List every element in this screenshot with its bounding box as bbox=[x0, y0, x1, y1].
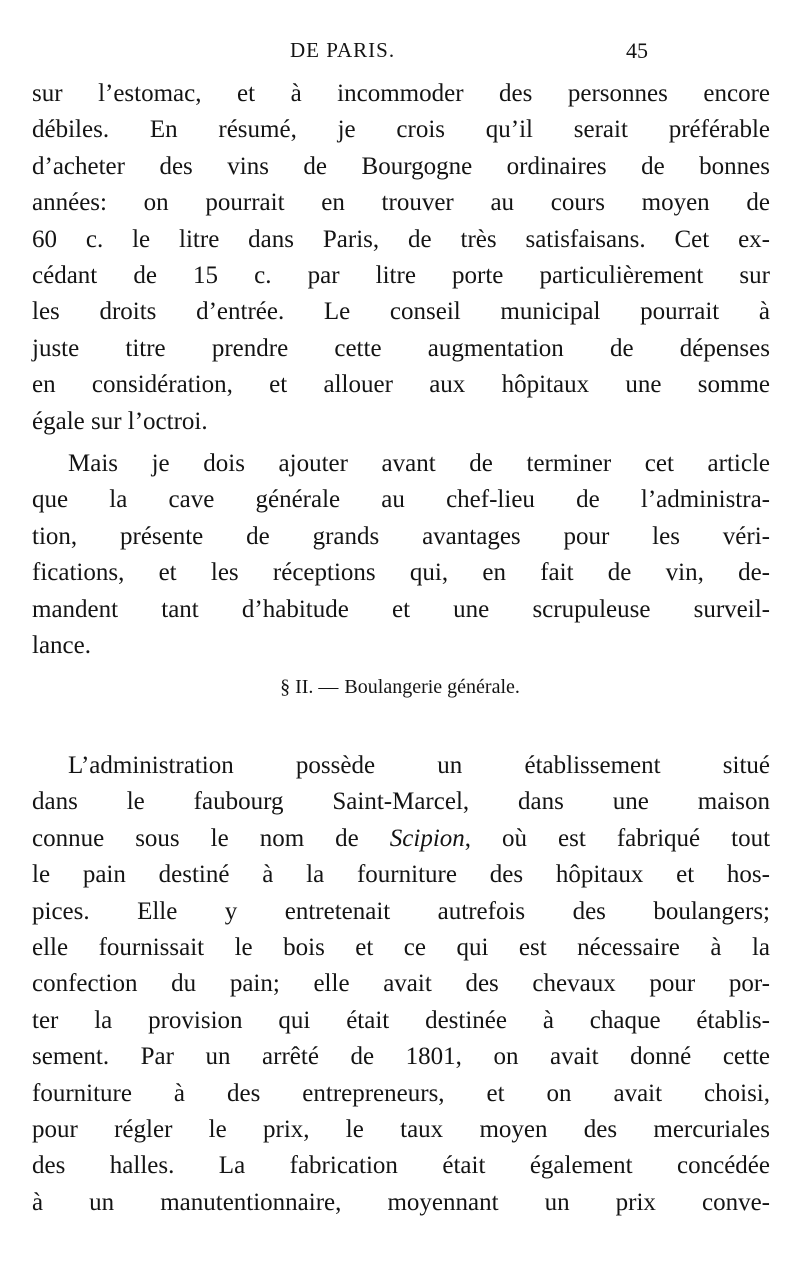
text-line: d’acheter des vins de Bourgogne ordinaires de bonnes bbox=[32, 152, 770, 180]
text-line: égale sur l’octroi. bbox=[32, 407, 208, 435]
paragraph-1 bbox=[32, 76, 770, 440]
text-line: pour régler le prix, le taux moyen des mercuriales bbox=[32, 1115, 770, 1143]
italic-name: Scipion bbox=[389, 824, 465, 852]
text-fragment: connue sous le nom de bbox=[32, 824, 390, 852]
text-line: les droits d’entrée. Le conseil municipal pourrait à bbox=[32, 298, 770, 326]
page-header bbox=[0, 32, 800, 72]
text-line: années: on pourrait en trouver au cours moyen de bbox=[32, 189, 770, 217]
text-line: fourniture à des entrepreneurs, et on avait choisi, bbox=[32, 1079, 770, 1107]
text-line: sur l’estomac, et à incommoder des personnes encore bbox=[32, 80, 770, 107]
text-line: des halles. La fabrication était également concédée bbox=[32, 1152, 770, 1180]
text-fragment: , où est fabriqué tout bbox=[464, 824, 771, 852]
text-line: tion, présente de grands avantages pour les véri- bbox=[32, 522, 770, 550]
text-line: le pain destiné à la fourniture des hôpitaux et hos- bbox=[32, 861, 770, 889]
text-line: elle fournissait le bois et ce qui est nécessaire à la bbox=[32, 933, 770, 961]
text-line: cédant de 15 c. par litre porte particulièrement sur bbox=[32, 261, 770, 289]
running-title: DE PARIS. bbox=[290, 38, 396, 62]
text-line: que la cave générale au chef-lieu de l’administra- bbox=[32, 486, 770, 514]
text-line bbox=[32, 821, 770, 857]
text-line: sement. Par un arrêté de 1801, on avait donné cette bbox=[32, 1043, 770, 1071]
paragraph-2 bbox=[32, 446, 770, 664]
text-line: à un manutentionnaire, moyennant un prix conve- bbox=[32, 1188, 770, 1216]
text-line: débiles. En résumé, je crois qu’il serait préférable bbox=[32, 116, 770, 144]
paragraph-3 bbox=[32, 748, 770, 1221]
text-line: mandent tant d’habitude et une scrupuleuse surveil- bbox=[32, 595, 770, 623]
text-line: 60 c. le litre dans Paris, de très satisfaisans. Cet ex- bbox=[32, 225, 770, 253]
text-line: lance. bbox=[32, 631, 91, 659]
text-line: ter la provision qui était destinée à chaque établis- bbox=[32, 1006, 770, 1034]
page-number: 45 bbox=[626, 38, 648, 63]
text-line: Mais je dois ajouter avant de terminer cet article bbox=[68, 450, 770, 477]
text-line: fications, et les réceptions qui, en fait de vin, de- bbox=[32, 559, 770, 587]
text-line: L’administration possède un établissement situé bbox=[68, 752, 770, 779]
text-line: confection du pain; elle avait des chevaux pour por- bbox=[32, 970, 770, 998]
text-line: pices. Elle y entretenait autrefois des boulangers; bbox=[32, 897, 770, 925]
section-title: Boulangerie générale. bbox=[344, 676, 520, 698]
text-line: en considération, et allouer aux hôpitaux une somme bbox=[32, 371, 770, 399]
section-number: § II. — bbox=[280, 676, 339, 698]
text-line: dans le faubourg Saint-Marcel, dans une maison bbox=[32, 788, 770, 816]
text-line: juste titre prendre cette augmentation de dépenses bbox=[32, 334, 770, 362]
section-heading bbox=[0, 676, 800, 699]
